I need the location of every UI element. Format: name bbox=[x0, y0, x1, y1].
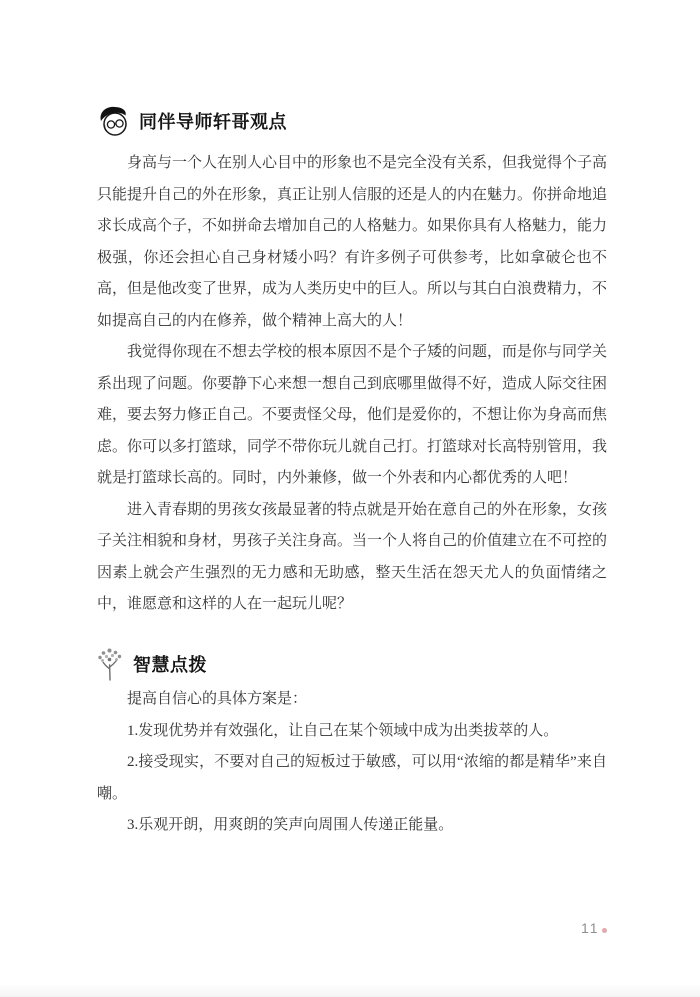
wisdom-item-2: 2.接受现实，不要对自己的短板过于敏感，可以用“浓缩的都是精华”来自嘲。 bbox=[97, 754, 607, 802]
mentor-section-header bbox=[95, 105, 287, 137]
mentor-section-title: 同伴导师轩哥观点 bbox=[139, 112, 287, 132]
wisdom-section-header bbox=[95, 647, 207, 681]
mentor-paragraph-1: 身高与一个人在别人心目中的形象也不是完全没有关系，但我觉得个子高只能提升自己的外在形象，真正让别人信服的还是人的内在魅力。你拼命地追求长成高个子，不如拼命去增加自己的人格魅力。如果你具有人格魅力，能力极强，你还会担心自己身材矮小吗？有许多例子可供参考，比如拿破仑也不高，但是他改变了世界，成为人类历史中的巨人。所以与其白白浪费精力，不如提高自己的内在修养，做个精神上高大的人！ bbox=[97, 155, 608, 329]
wisdom-item-1: 1.发现优势并有效强化，让自己在某个领域中成为出类拔萃的人。 bbox=[127, 722, 559, 739]
page-number: 11 bbox=[581, 920, 600, 936]
wisdom-section-title: 智慧点拨 bbox=[133, 655, 207, 675]
mentor-paragraph-3: 进入青春期的男孩女孩最显著的特点就是开始在意自己的外在形象，女孩子关注相貌和身材，男孩子关注身高。当一个人将自己的价值建立在不可控的因素上就会产生强烈的无力感和无助感，整天生活在怨天尤人的负面情绪之中，谁愿意和这样的人在一起玩儿呢？ bbox=[97, 501, 608, 612]
scan-bottom-shade bbox=[0, 983, 700, 997]
mentor-paragraph-2: 我觉得你现在不想去学校的根本原因不是个子矮的问题，而是你与同学关系出现了问题。你要静下心来想一想自己到底哪里做得不好，造成人际交往困难，要去努力修正自己。不要责怪父母，他们是爱你的，不想让你为身高而焦虑。你可以多打篮球，同学不带你玩儿就自己打。打篮球对长高特别管用，我就是打篮球长高的。同时，内外兼修，做一个外表和内心都优秀的人吧！ bbox=[97, 344, 608, 486]
page-number-accent-dot bbox=[602, 928, 607, 933]
tree-icon bbox=[95, 647, 125, 681]
mentor-section-body bbox=[97, 148, 607, 621]
wisdom-item-3: 3.乐观开朗，用爽朗的笑声向周围人传递正能量。 bbox=[127, 817, 454, 833]
wisdom-intro: 提高自信心的具体方案是： bbox=[127, 691, 308, 707]
wisdom-section-body bbox=[97, 684, 607, 842]
boy-face-icon bbox=[95, 105, 131, 137]
